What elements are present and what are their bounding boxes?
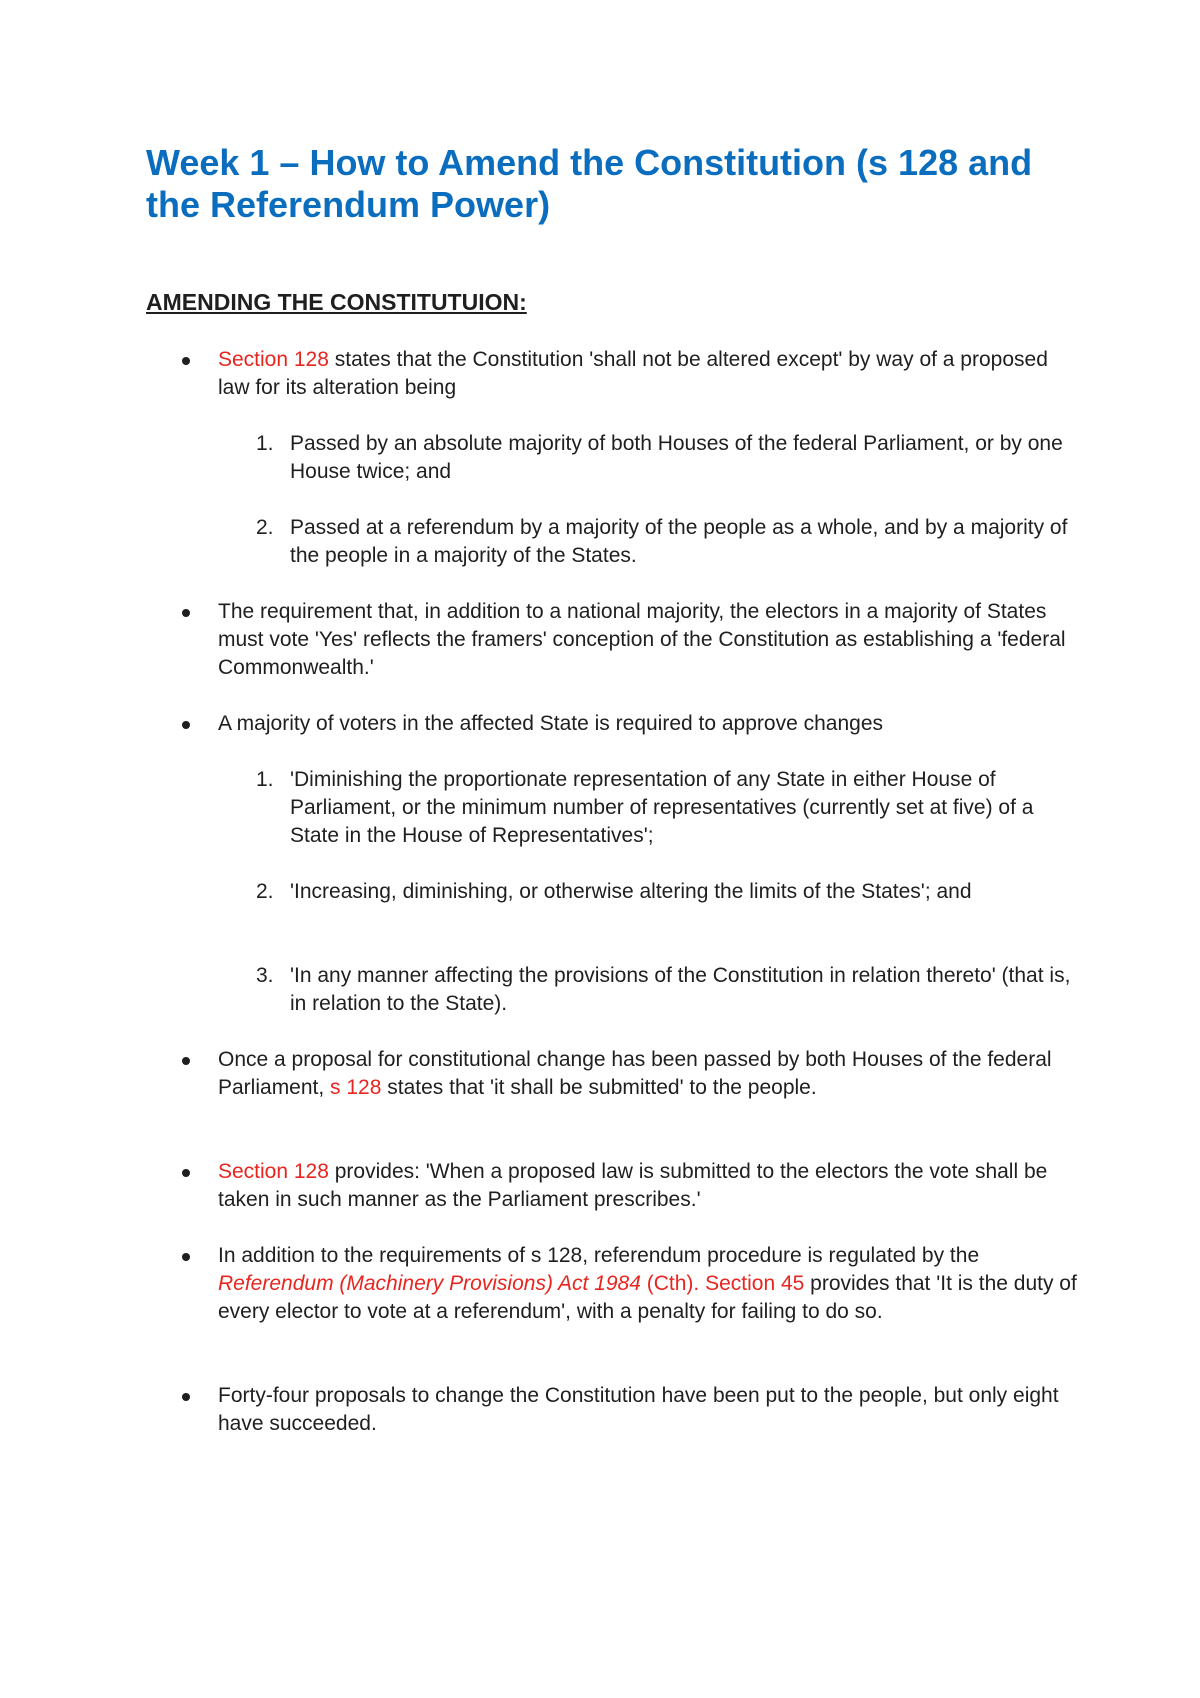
page-title: Week 1 – How to Amend the Constitution (s 128 and the Referendum Power)	[146, 142, 1033, 225]
section-reference: s 128	[330, 1076, 382, 1099]
act-reference: Referendum (Machinery Provisions) Act 1984	[218, 1272, 641, 1295]
bullet-item-4	[218, 1046, 1078, 1102]
bullet-item-1	[218, 346, 1078, 402]
bullet-text: provides: 'When a proposed law is submitted to the electors the vote shall be taken in such manner as the Parliament prescribes.'	[218, 1160, 1048, 1211]
bullet-item-2: The requirement that, in addition to a national majority, the electors in a majority of States must vote 'Yes' reflects the framers' conception of the Constitution as establishing a 'federal Commonwealth.'	[218, 600, 1066, 679]
bullet-marker	[182, 721, 190, 729]
bullet-item-3: A majority of voters in the affected State is required to approve changes	[218, 712, 883, 735]
bullet-marker	[182, 357, 190, 365]
bullet-marker	[182, 1253, 190, 1261]
bullet-marker	[182, 609, 190, 617]
bullet-text: states that the Constitution 'shall not be altered except' by way of a proposed law for its alteration being	[218, 348, 1048, 399]
bullet-marker	[182, 1169, 190, 1177]
section-reference: Section 128	[218, 1160, 329, 1183]
numbered-item-3-2: 'Increasing, diminishing, or otherwise altering the limits of the States'; and	[290, 880, 972, 903]
bullet-marker	[182, 1393, 190, 1401]
section-heading: AMENDING THE CONSTITUTUION:	[146, 289, 527, 315]
section-reference: (Cth). Section 45	[640, 1272, 805, 1295]
bullet-marker	[182, 1057, 190, 1065]
list-number: 1.	[256, 768, 274, 791]
list-number: 1.	[256, 432, 274, 455]
numbered-item-1-1: Passed by an absolute majority of both Houses of the federal Parliament, or by one House twice; and	[290, 432, 1063, 483]
bullet-item-5	[218, 1158, 1078, 1214]
numbered-item-1-2: Passed at a referendum by a majority of the people as a whole, and by a majority of the people in a majority of the States.	[290, 516, 1068, 567]
section-reference: Section 128	[218, 348, 329, 371]
numbered-item-3-3: 'In any manner affecting the provisions of the Constitution in relation thereto' (that is, in relation to the State).	[290, 964, 1071, 1015]
bullet-text: Once a proposal for constitutional change has been passed by both Houses of the federal Parliament,	[218, 1048, 1052, 1099]
bullet-item-6	[218, 1242, 1078, 1326]
bullet-text: In addition to the requirements of s 128, referendum procedure is regulated by the	[218, 1244, 980, 1267]
list-number: 2.	[256, 880, 274, 903]
list-number: 3.	[256, 964, 274, 987]
bullet-text: provides that 'It is the duty of every elector to vote at a referendum', with a penalty for failing to do so.	[218, 1272, 1077, 1323]
numbered-item-3-1: 'Diminishing the proportionate representation of any State in either House of Parliament, or the minimum number of representatives (currently set at five) of a State in the House of Representatives';	[290, 768, 1034, 847]
bullet-text: states that 'it shall be submitted' to the people.	[381, 1076, 817, 1099]
bullet-item-7: Forty-four proposals to change the Constitution have been put to the people, but only eight have succeeded.	[218, 1384, 1059, 1435]
list-number: 2.	[256, 516, 274, 539]
